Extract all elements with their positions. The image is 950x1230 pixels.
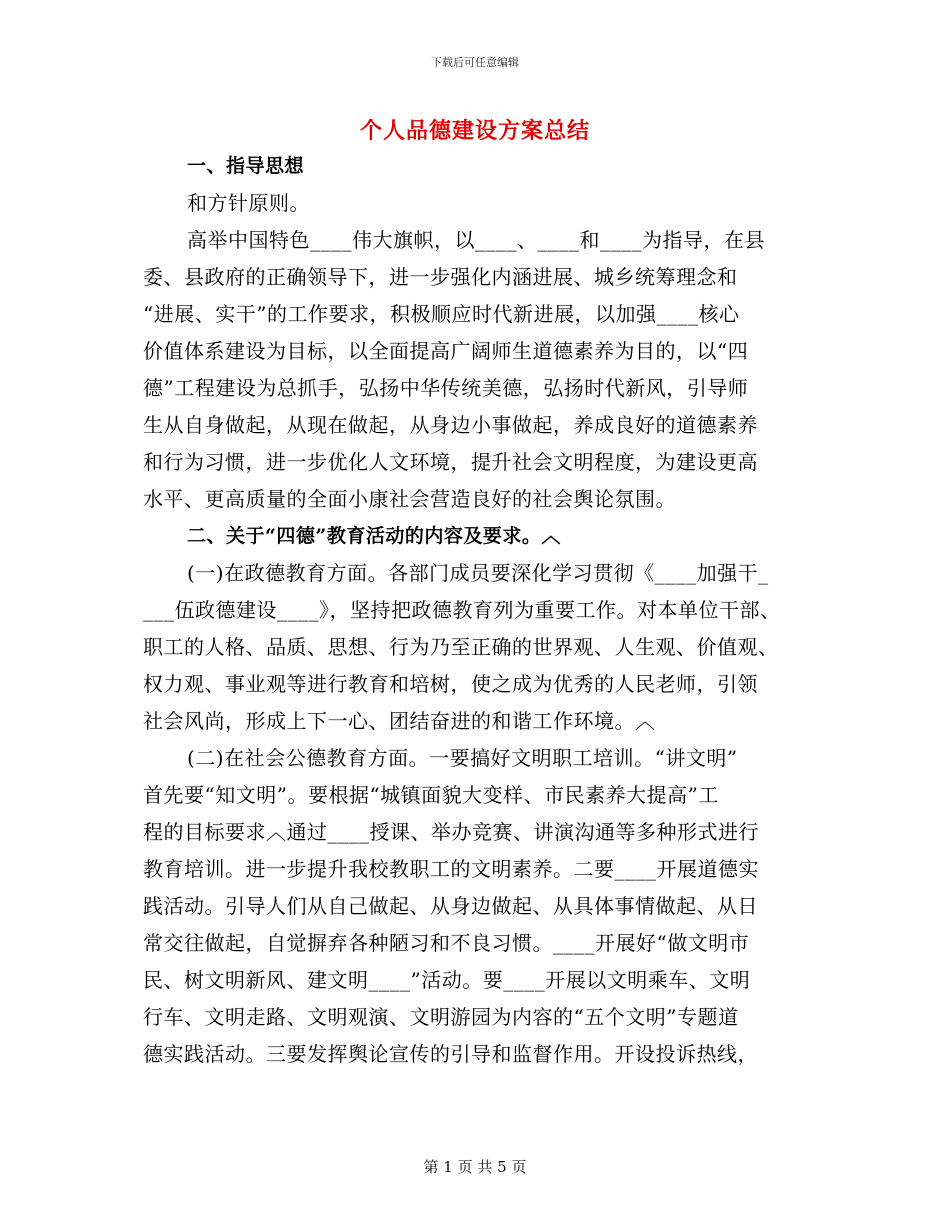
document-body bbox=[143, 148, 823, 1073]
paragraph-line: (一)在政德教育方面。各部门成员要深化学习贯彻《____加强干_ bbox=[187, 561, 769, 585]
paragraph-line: 社会风尚，形成上下一心、团结奋进的和谐工作环境。︿ bbox=[143, 709, 656, 733]
page-header-note: 下载后可任意编辑 bbox=[431, 56, 519, 69]
section-heading-2: 二、关于“四德”教育活动的内容及要求。︿ bbox=[187, 525, 561, 547]
paragraph-line: 职工的人格、品质、思想、行为乃至正确的世界观、人生观、价值观、 bbox=[143, 635, 779, 659]
paragraph-line: 民、树文明新风、建文明____”活动。要____开展以文明乘车、文明 bbox=[143, 968, 751, 992]
paragraph-line: 教育培训。进一步提升我校教职工的文明素养。二要____开展道德实 bbox=[143, 857, 759, 881]
paragraph-line: ___伍政德建设____》，坚持把政德教育列为重要工作。对本单位干部、 bbox=[143, 598, 781, 622]
paragraph-line: 践活动。引导人们从自己做起、从身边做起、从具体事情做起、从日 bbox=[143, 894, 758, 918]
paragraph-line: 权力观、事业观等进行教育和培树，使之成为优秀的人民老师，引领 bbox=[143, 672, 758, 696]
paragraph-line: 生从自身做起，从现在做起，从身边小事做起，养成良好的道德素养 bbox=[143, 413, 758, 437]
paragraph-line: 委、县政府的正确领导下，进一步强化内涵进展、城乡统筹理念和 bbox=[143, 265, 738, 289]
paragraph-line: 德”工程建设为总抓手，弘扬中华传统美德，弘扬时代新风，引导师 bbox=[143, 376, 749, 400]
paragraph-line: 水平、更高质量的全面小康社会营造良好的社会舆论氛围。 bbox=[143, 487, 676, 511]
paragraph-line: 常交往做起，自觉摒弃各种陋习和不良习惯。____开展好“做文明市 bbox=[143, 931, 750, 955]
paragraph-line: 程的目标要求︿通过____授课、举办竞赛、讲演沟通等多种形式进行 bbox=[143, 820, 759, 844]
document-title: 个人品德建设方案总结 bbox=[359, 118, 590, 144]
page-number-footer: 第 1 页 共 5 页 bbox=[423, 1158, 527, 1176]
paragraph-line: 首先要“知文明”。要根据“城镇面貌大变样、市民素养大提高”工 bbox=[143, 783, 719, 807]
section-heading-1: 一、指导思想 bbox=[187, 155, 305, 177]
paragraph-line: 行车、文明走路、文明观演、文明游园为内容的“五个文明”专题道 bbox=[143, 1005, 739, 1029]
paragraph-line: “进展、实干”的工作要求，积极顺应时代新进展，以加强____核心 bbox=[143, 302, 740, 326]
paragraph-line: 和方针原则。 bbox=[187, 191, 310, 215]
paragraph-line: 高举中国特色____伟大旗帜，以____、____和____为指导，在县 bbox=[187, 228, 765, 252]
paragraph-line: 价值体系建设为目标，以全面提高广阔师生道德素养为目的，以“四 bbox=[143, 339, 749, 363]
paragraph-line: 德实践活动。三要发挥舆论宣传的引导和监督作用。开设投诉热线， bbox=[143, 1042, 758, 1066]
paragraph-line: 和行为习惯，进一步优化人文环境，提升社会文明程度，为建设更高 bbox=[143, 450, 758, 474]
paragraph-line: (二)在社会公德教育方面。一要搞好文明职工培训。“讲文明” bbox=[187, 746, 738, 770]
